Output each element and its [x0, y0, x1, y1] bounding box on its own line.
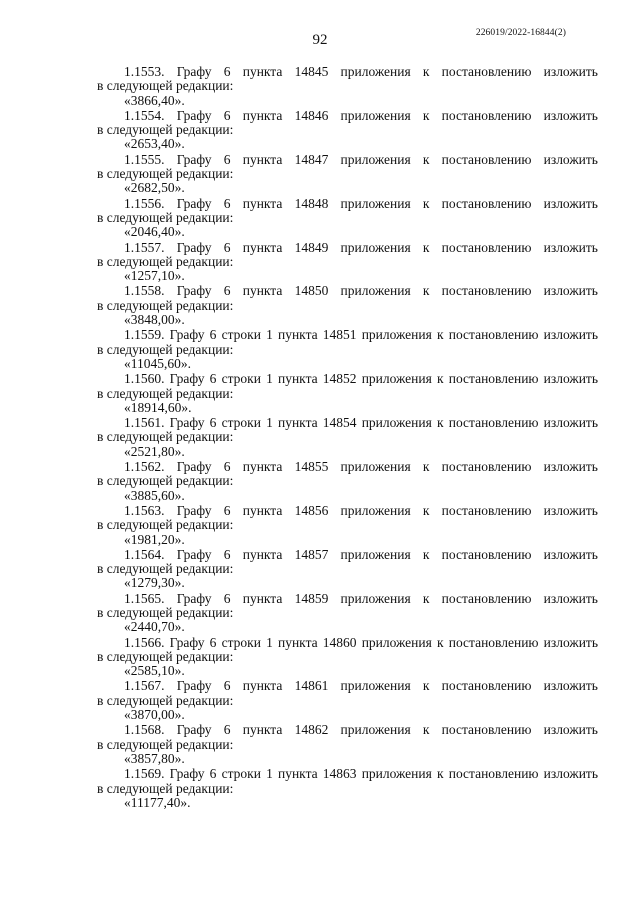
item-word: Графу — [176, 546, 212, 562]
amendment-item — [97, 415, 598, 459]
item-word: приложения — [361, 371, 432, 387]
item-word: Графу — [176, 151, 212, 167]
amendment-item — [97, 766, 598, 810]
item-word: 14847 — [294, 151, 329, 167]
item-word: 1 — [266, 371, 273, 387]
item-word: приложения — [340, 546, 411, 562]
continuation-line: в следующей редакции: — [97, 780, 234, 796]
item-word: к — [437, 634, 444, 650]
item-word: изложить — [543, 678, 598, 694]
amendment-line — [97, 547, 598, 562]
item-word: приложения — [340, 459, 411, 475]
item-word: 6 — [223, 459, 231, 475]
item-word: 14863 — [322, 766, 357, 782]
item-word: 6 — [209, 327, 217, 343]
item-word: 14860 — [322, 634, 357, 650]
amendment-item — [97, 591, 598, 635]
item-word: постановлению — [441, 678, 532, 694]
amendment-line — [97, 591, 598, 606]
item-word: приложения — [361, 634, 432, 650]
item-word: к — [422, 283, 430, 299]
item-word: 1 — [266, 415, 273, 431]
item-word: пункта — [277, 327, 318, 343]
item-number: 1.1565. — [124, 590, 165, 606]
item-word: 6 — [223, 283, 231, 299]
item-word: постановлению — [441, 546, 532, 562]
item-number: 1.1567. — [124, 678, 165, 694]
item-number: 1.1560. — [124, 371, 165, 387]
item-word: 6 — [209, 766, 217, 782]
amendment-item — [97, 152, 598, 196]
item-word: к — [422, 502, 430, 518]
item-word: к — [422, 64, 430, 79]
item-word: 1 — [266, 327, 273, 343]
item-word: Графу — [176, 590, 212, 606]
item-word: пункта — [242, 678, 283, 694]
item-word: строки — [221, 371, 261, 387]
new-value: «1279,30». — [124, 575, 185, 591]
item-word: Графу — [169, 766, 205, 782]
item-word: пункта — [242, 195, 283, 211]
item-word: пункта — [242, 590, 283, 606]
item-number: 1.1559. — [124, 327, 165, 343]
amendment-line — [97, 503, 598, 518]
item-word: 6 — [209, 371, 217, 387]
item-word: приложения — [340, 195, 411, 211]
item-word: к — [422, 590, 430, 606]
continuation-line: в следующей редакции: — [97, 253, 234, 269]
item-word: постановлению — [448, 415, 539, 431]
item-word: изложить — [543, 239, 598, 255]
item-word: постановлению — [441, 590, 532, 606]
amendment-line — [97, 459, 598, 474]
item-word: приложения — [361, 766, 432, 782]
item-word: Графу — [169, 415, 205, 431]
item-word: приложения — [361, 415, 432, 431]
amendment-item — [97, 64, 598, 108]
item-word: Графу — [176, 283, 212, 299]
item-word: пункта — [277, 415, 318, 431]
continuation-line: в следующей редакции: — [97, 692, 234, 708]
amendment-item — [97, 547, 598, 591]
item-word: пункта — [242, 107, 283, 123]
new-value: «1981,20». — [124, 531, 185, 547]
item-word: строки — [221, 634, 261, 650]
item-word: приложения — [340, 722, 411, 738]
amendment-item — [97, 678, 598, 722]
item-word: 6 — [223, 107, 231, 123]
item-word: к — [437, 415, 444, 431]
item-word: постановлению — [441, 502, 532, 518]
item-word: изложить — [543, 502, 598, 518]
item-word: 14859 — [294, 590, 329, 606]
item-word: к — [422, 107, 430, 123]
new-value: «3866,40». — [124, 92, 185, 108]
new-value: «2521,80». — [124, 443, 185, 459]
item-word: пункта — [242, 722, 283, 738]
document-body — [97, 64, 598, 810]
amendment-line — [97, 152, 598, 167]
item-word: 1 — [266, 634, 273, 650]
amendment-item — [97, 240, 598, 284]
item-word: к — [437, 327, 444, 343]
item-word: изложить — [543, 546, 598, 562]
new-value: «2653,40». — [124, 136, 185, 152]
continuation-line: в следующей редакции: — [97, 209, 234, 225]
continuation-line: в следующей редакции: — [97, 736, 234, 752]
new-value: «3857,80». — [124, 750, 185, 766]
item-word: строки — [221, 415, 261, 431]
continuation-line: в следующей редакции: — [97, 561, 234, 577]
continuation-line: в следующей редакции: — [97, 517, 234, 533]
new-value: «2585,10». — [124, 663, 185, 679]
continuation-line: в следующей редакции: — [97, 166, 234, 182]
amendment-item — [97, 635, 598, 679]
item-word: пункта — [277, 371, 318, 387]
amendment-item — [97, 722, 598, 766]
item-word: 6 — [223, 722, 231, 738]
item-word: 14846 — [294, 107, 329, 123]
item-word: к — [422, 151, 430, 167]
item-word: приложения — [340, 590, 411, 606]
item-word: 6 — [223, 195, 231, 211]
item-word: постановлению — [448, 634, 539, 650]
item-word: пункта — [242, 151, 283, 167]
item-word: 6 — [223, 678, 231, 694]
document-id: 226019/2022-16844(2) — [475, 28, 566, 38]
item-word: Графу — [176, 64, 212, 79]
amendment-line — [97, 678, 598, 693]
item-word: постановлению — [441, 64, 532, 79]
item-word: приложения — [340, 283, 411, 299]
item-word: к — [422, 459, 430, 475]
item-number: 1.1568. — [124, 722, 165, 738]
item-word: постановлению — [441, 722, 532, 738]
item-word: Графу — [176, 239, 212, 255]
new-value: «2440,70». — [124, 619, 185, 635]
item-word: 6 — [223, 64, 231, 79]
amendment-item — [97, 459, 598, 503]
amendment-line — [97, 283, 598, 298]
item-word: пункта — [242, 283, 283, 299]
item-word: приложения — [340, 502, 411, 518]
item-word: 14854 — [322, 415, 357, 431]
item-word: 14848 — [294, 195, 329, 211]
item-word: к — [422, 195, 430, 211]
continuation-line: в следующей редакции: — [97, 297, 234, 313]
amendment-item — [97, 108, 598, 152]
item-word: Графу — [176, 502, 212, 518]
continuation-line: в следующей редакции: — [97, 429, 234, 445]
item-word: пункта — [242, 502, 283, 518]
item-word: Графу — [169, 327, 205, 343]
new-value: «3870,00». — [124, 707, 185, 723]
item-word: постановлению — [441, 195, 532, 211]
new-value: «1257,10». — [124, 268, 185, 284]
amendment-line — [97, 108, 598, 123]
item-word: 6 — [209, 415, 217, 431]
item-word: изложить — [543, 634, 598, 650]
item-word: изложить — [543, 195, 598, 211]
continuation-line: в следующей редакции: — [97, 604, 234, 620]
new-value: «2682,50». — [124, 180, 185, 196]
amendment-line — [97, 196, 598, 211]
item-word: 6 — [223, 239, 231, 255]
item-word: Графу — [176, 678, 212, 694]
item-number: 1.1557. — [124, 239, 165, 255]
item-word: изложить — [543, 722, 598, 738]
item-word: Графу — [176, 107, 212, 123]
item-word: изложить — [543, 327, 598, 343]
amendment-item — [97, 196, 598, 240]
item-word: к — [422, 546, 430, 562]
item-word: 14852 — [322, 371, 357, 387]
continuation-line: в следующей редакции: — [97, 385, 234, 401]
item-word: к — [422, 678, 430, 694]
continuation-line: в следующей редакции: — [97, 473, 234, 489]
item-word: пункта — [242, 459, 283, 475]
item-number: 1.1556. — [124, 195, 165, 211]
amendment-item — [97, 283, 598, 327]
item-number: 1.1553. — [124, 64, 165, 79]
amendment-line — [97, 722, 598, 737]
item-number: 1.1554. — [124, 107, 165, 123]
item-word: постановлению — [441, 459, 532, 475]
item-word: 14851 — [322, 327, 357, 343]
item-word: изложить — [543, 590, 598, 606]
item-word: 1 — [266, 766, 273, 782]
item-word: пункта — [277, 634, 318, 650]
amendment-item — [97, 371, 598, 415]
item-word: Графу — [176, 195, 212, 211]
item-word: 6 — [209, 634, 217, 650]
item-word: приложения — [340, 64, 411, 79]
amendment-line — [97, 766, 598, 781]
item-number: 1.1569. — [124, 766, 165, 782]
item-word: приложения — [361, 327, 432, 343]
item-word: постановлению — [448, 766, 539, 782]
item-word: постановлению — [441, 239, 532, 255]
item-word: строки — [221, 327, 261, 343]
item-word: Графу — [176, 459, 212, 475]
item-word: 14850 — [294, 283, 329, 299]
item-word: 14849 — [294, 239, 329, 255]
item-word: изложить — [543, 459, 598, 475]
new-value: «2046,40». — [124, 224, 185, 240]
item-word: пункта — [277, 766, 318, 782]
page-number: 92 — [312, 32, 328, 48]
item-word: к — [422, 722, 430, 738]
item-word: Графу — [176, 722, 212, 738]
item-word: строки — [221, 766, 261, 782]
item-word: пункта — [242, 546, 283, 562]
amendment-line — [97, 635, 598, 650]
item-number: 1.1558. — [124, 283, 165, 299]
item-number: 1.1564. — [124, 546, 165, 562]
item-word: 6 — [223, 502, 231, 518]
item-word: изложить — [543, 151, 598, 167]
amendment-line — [97, 371, 598, 386]
continuation-line: в следующей редакции: — [97, 648, 234, 664]
new-value: «3885,60». — [124, 487, 185, 503]
item-number: 1.1555. — [124, 151, 165, 167]
item-number: 1.1563. — [124, 502, 165, 518]
item-word: 14857 — [294, 546, 329, 562]
item-word: изложить — [543, 283, 598, 299]
item-number: 1.1561. — [124, 415, 165, 431]
item-word: изложить — [543, 107, 598, 123]
continuation-line: в следующей редакции: — [97, 78, 234, 94]
item-word: изложить — [543, 371, 598, 387]
item-word: 14856 — [294, 502, 329, 518]
item-word: 14845 — [294, 64, 329, 79]
item-word: приложения — [340, 151, 411, 167]
item-word: 14861 — [294, 678, 329, 694]
item-word: постановлению — [441, 151, 532, 167]
item-word: изложить — [543, 415, 598, 431]
item-word: пункта — [242, 239, 283, 255]
item-word: 6 — [223, 546, 231, 562]
continuation-line: в следующей редакции: — [97, 122, 234, 138]
item-word: постановлению — [448, 371, 539, 387]
item-word: пункта — [242, 64, 283, 79]
item-word: 14862 — [294, 722, 329, 738]
new-value: «18914,60». — [124, 399, 192, 415]
new-value: «3848,00». — [124, 312, 185, 328]
item-number: 1.1562. — [124, 459, 165, 475]
item-word: к — [437, 371, 444, 387]
item-word: к — [422, 239, 430, 255]
item-word: к — [437, 766, 444, 782]
item-word: 14855 — [294, 459, 329, 475]
item-word: Графу — [169, 371, 205, 387]
item-word: приложения — [340, 239, 411, 255]
item-word: постановлению — [441, 107, 532, 123]
amendment-line — [97, 64, 598, 79]
item-word: 6 — [223, 590, 231, 606]
amendment-item — [97, 327, 598, 371]
item-word: Графу — [169, 634, 205, 650]
item-word: постановлению — [448, 327, 539, 343]
amendment-item — [97, 503, 598, 547]
item-word: приложения — [340, 678, 411, 694]
new-value: «11045,60». — [124, 355, 191, 371]
amendment-line — [97, 327, 598, 342]
item-word: приложения — [340, 107, 411, 123]
item-word: изложить — [543, 64, 598, 79]
item-word: изложить — [543, 766, 598, 782]
item-word: постановлению — [441, 283, 532, 299]
amendment-line — [97, 415, 598, 430]
item-number: 1.1566. — [124, 634, 165, 650]
amendment-line — [97, 240, 598, 255]
new-value: «11177,40». — [124, 794, 191, 810]
continuation-line: в следующей редакции: — [97, 341, 234, 357]
item-word: 6 — [223, 151, 231, 167]
